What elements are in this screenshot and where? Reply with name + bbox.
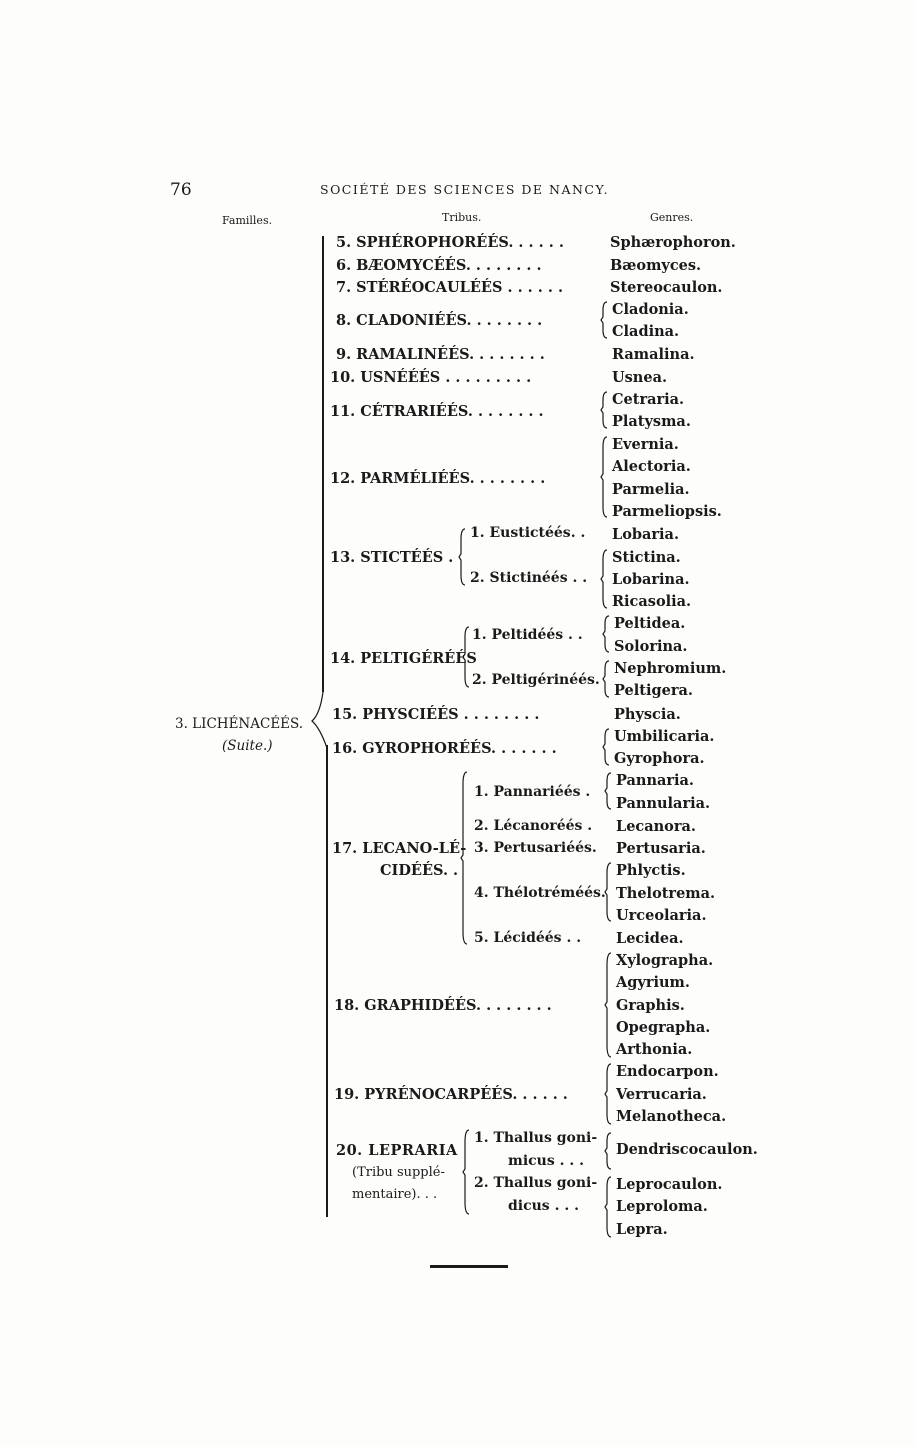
subtribe-label: 1. Thallus goni-	[474, 1130, 598, 1146]
genus-label: Endocarpon.	[616, 1063, 719, 1080]
genus-label: Bæomyces.	[610, 257, 702, 274]
tribe-label: 17. LECANO-LÉ-	[332, 840, 467, 857]
genus-label: Verrucaria.	[616, 1086, 707, 1103]
tribe-label: 7. STÉRÉOCAULÉÉS . . . . . .	[336, 279, 564, 296]
tribe-label: 5. SPHÉROPHORÉÉS. . . . . .	[336, 234, 564, 251]
family-bracket-lower	[326, 745, 328, 1217]
family-name: 3. LICHÉNACÉÉS.	[175, 716, 304, 732]
genus-label: Urceolaria.	[616, 907, 707, 924]
tribe-label: 19. PYRÉNOCARPÉÉS. . . . . .	[334, 1086, 568, 1103]
genus-label: Peltigera.	[614, 682, 693, 699]
genus-label: Arthonia.	[616, 1041, 693, 1058]
tribe-note: (Tribu supplé-	[352, 1165, 445, 1180]
genus-label: Solorina.	[614, 638, 688, 655]
genus-label: Evernia.	[612, 436, 679, 453]
subtribe-label: 2. Stictinéés . .	[470, 570, 588, 586]
running-title: SOCIÉTÉ DES SCIENCES DE NANCY.	[320, 182, 610, 197]
subtribe-label: 2. Lécanoréés .	[474, 818, 593, 834]
genus-label: Nephromium.	[614, 660, 727, 677]
genus-label: Pannularia.	[616, 795, 711, 812]
subtribe-label: 4. Thélotréméés.	[474, 885, 606, 901]
genus-label: Usnea.	[612, 369, 668, 386]
subtribe-bracket	[462, 625, 472, 689]
genus-label: Pannaria.	[616, 772, 694, 789]
genus-label: Opegrapha.	[616, 1019, 711, 1036]
genus-label: Parmelia.	[612, 481, 690, 498]
family-bracket-upper	[322, 236, 324, 692]
genus-label: Phlyctis.	[616, 862, 686, 879]
tribe-note-cont: mentaire). . .	[352, 1187, 438, 1202]
tribe-label: 8. CLADONIÉÉS. . . . . . . .	[336, 312, 543, 329]
subtribe-label-cont: micus . . .	[508, 1153, 584, 1169]
genus-label: Alectoria.	[612, 458, 691, 475]
tribe-label: 14. PELTIGÉRÉÉS	[330, 650, 477, 667]
closing-rule	[430, 1265, 508, 1268]
genus-label: Physcia.	[614, 706, 681, 723]
tribe-label: 10. USNÉÉÉS . . . . . . . . .	[330, 369, 532, 386]
subtribe-label: 5. Lécidéés . .	[474, 930, 582, 946]
genus-label: Thelotrema.	[616, 885, 716, 902]
tribe-label: 13. STICTÉÉS .	[330, 549, 454, 566]
genus-label: Leproloma.	[616, 1198, 708, 1215]
tribe-label: 15. PHYSCIÉÉS . . . . . . . .	[332, 706, 540, 723]
genus-label: Ramalina.	[612, 346, 695, 363]
genus-bracket	[604, 1062, 614, 1126]
tribe-label-cont: CIDÉÉS. .	[380, 862, 459, 879]
tribe-label: 11. CÉTRARIÉÉS. . . . . . . .	[330, 403, 544, 420]
family-note: (Suite.)	[222, 738, 273, 754]
page-number: 76	[170, 180, 192, 200]
tribe-label: 16. GYROPHORÉÉS. . . . . . .	[332, 740, 557, 757]
genus-label: Sphærophoron.	[610, 234, 736, 251]
tribe-label: 18. GRAPHIDÉÉS. . . . . . . .	[334, 997, 552, 1014]
subtribe-label: 1. Eustictéés. .	[470, 525, 586, 541]
subtribe-bracket	[458, 527, 468, 587]
genus-label: Stereocaulon.	[610, 279, 723, 296]
genus-label: Ricasolia.	[612, 593, 692, 610]
genus-bracket	[604, 951, 614, 1059]
subtribe-bracket	[462, 1128, 472, 1216]
tribe-label: 12. PARMÉLIÉÉS. . . . . . . .	[330, 470, 546, 487]
column-head-familles: Familles.	[222, 214, 273, 227]
genus-label: Platysma.	[612, 413, 691, 430]
tribe-label: 20. LEPRARIA	[336, 1142, 458, 1159]
genus-label: Cladina.	[612, 323, 680, 340]
genus-label: Pertusaria.	[616, 840, 706, 857]
genus-label: Lecanora.	[616, 818, 696, 835]
subtribe-label-cont: dicus . . .	[508, 1198, 579, 1214]
genus-label: Stictina.	[612, 549, 681, 566]
tribe-label: 9. RAMALINÉÉS. . . . . . . .	[336, 346, 545, 363]
subtribe-label: 2. Peltigérinéés.	[472, 672, 600, 688]
subtribe-label: 1. Peltidéés . .	[472, 627, 583, 643]
column-head-genres: Genres.	[650, 211, 694, 224]
subtribe-bracket	[460, 770, 470, 946]
subtribe-label: 1. Pannariéés .	[474, 784, 591, 800]
genus-label: Lobarina.	[612, 571, 690, 588]
genus-label: Umbilicaria.	[614, 728, 715, 745]
column-head-tribus: Tribus.	[442, 211, 482, 224]
genus-label: Melanotheca.	[616, 1108, 727, 1125]
genus-label: Xylographa.	[616, 952, 714, 969]
genus-bracket	[604, 861, 614, 923]
genus-bracket	[600, 300, 610, 340]
genus-label: Peltidea.	[614, 615, 686, 632]
genus-label: Leprocaulon.	[616, 1176, 723, 1193]
genus-bracket	[602, 659, 612, 699]
genus-label: Lobaria.	[612, 526, 679, 543]
genus-label: Agyrium.	[616, 974, 690, 991]
subtribe-label: 2. Thallus goni-	[474, 1175, 598, 1191]
genus-bracket	[604, 1131, 614, 1171]
family-bracket-point	[308, 690, 332, 750]
genus-label: Lecidea.	[616, 930, 684, 947]
genus-label: Lepra.	[616, 1221, 668, 1238]
genus-bracket	[600, 435, 610, 519]
genus-label: Cetraria.	[612, 391, 685, 408]
genus-label: Dendriscocaulon.	[616, 1141, 758, 1158]
tribe-label: 6. BÆOMYCÉÉS. . . . . . . .	[336, 257, 542, 274]
genus-bracket	[600, 548, 610, 610]
genus-label: Graphis.	[616, 997, 685, 1014]
genus-label: Cladonia.	[612, 301, 689, 318]
genus-bracket	[604, 1175, 614, 1239]
genus-bracket	[604, 771, 614, 811]
genus-bracket	[600, 390, 610, 430]
genus-bracket	[602, 614, 612, 654]
genus-bracket	[602, 727, 612, 767]
genus-label: Gyrophora.	[614, 750, 705, 767]
subtribe-label: 3. Pertusariéés.	[474, 840, 597, 856]
genus-label: Parmeliopsis.	[612, 503, 722, 520]
